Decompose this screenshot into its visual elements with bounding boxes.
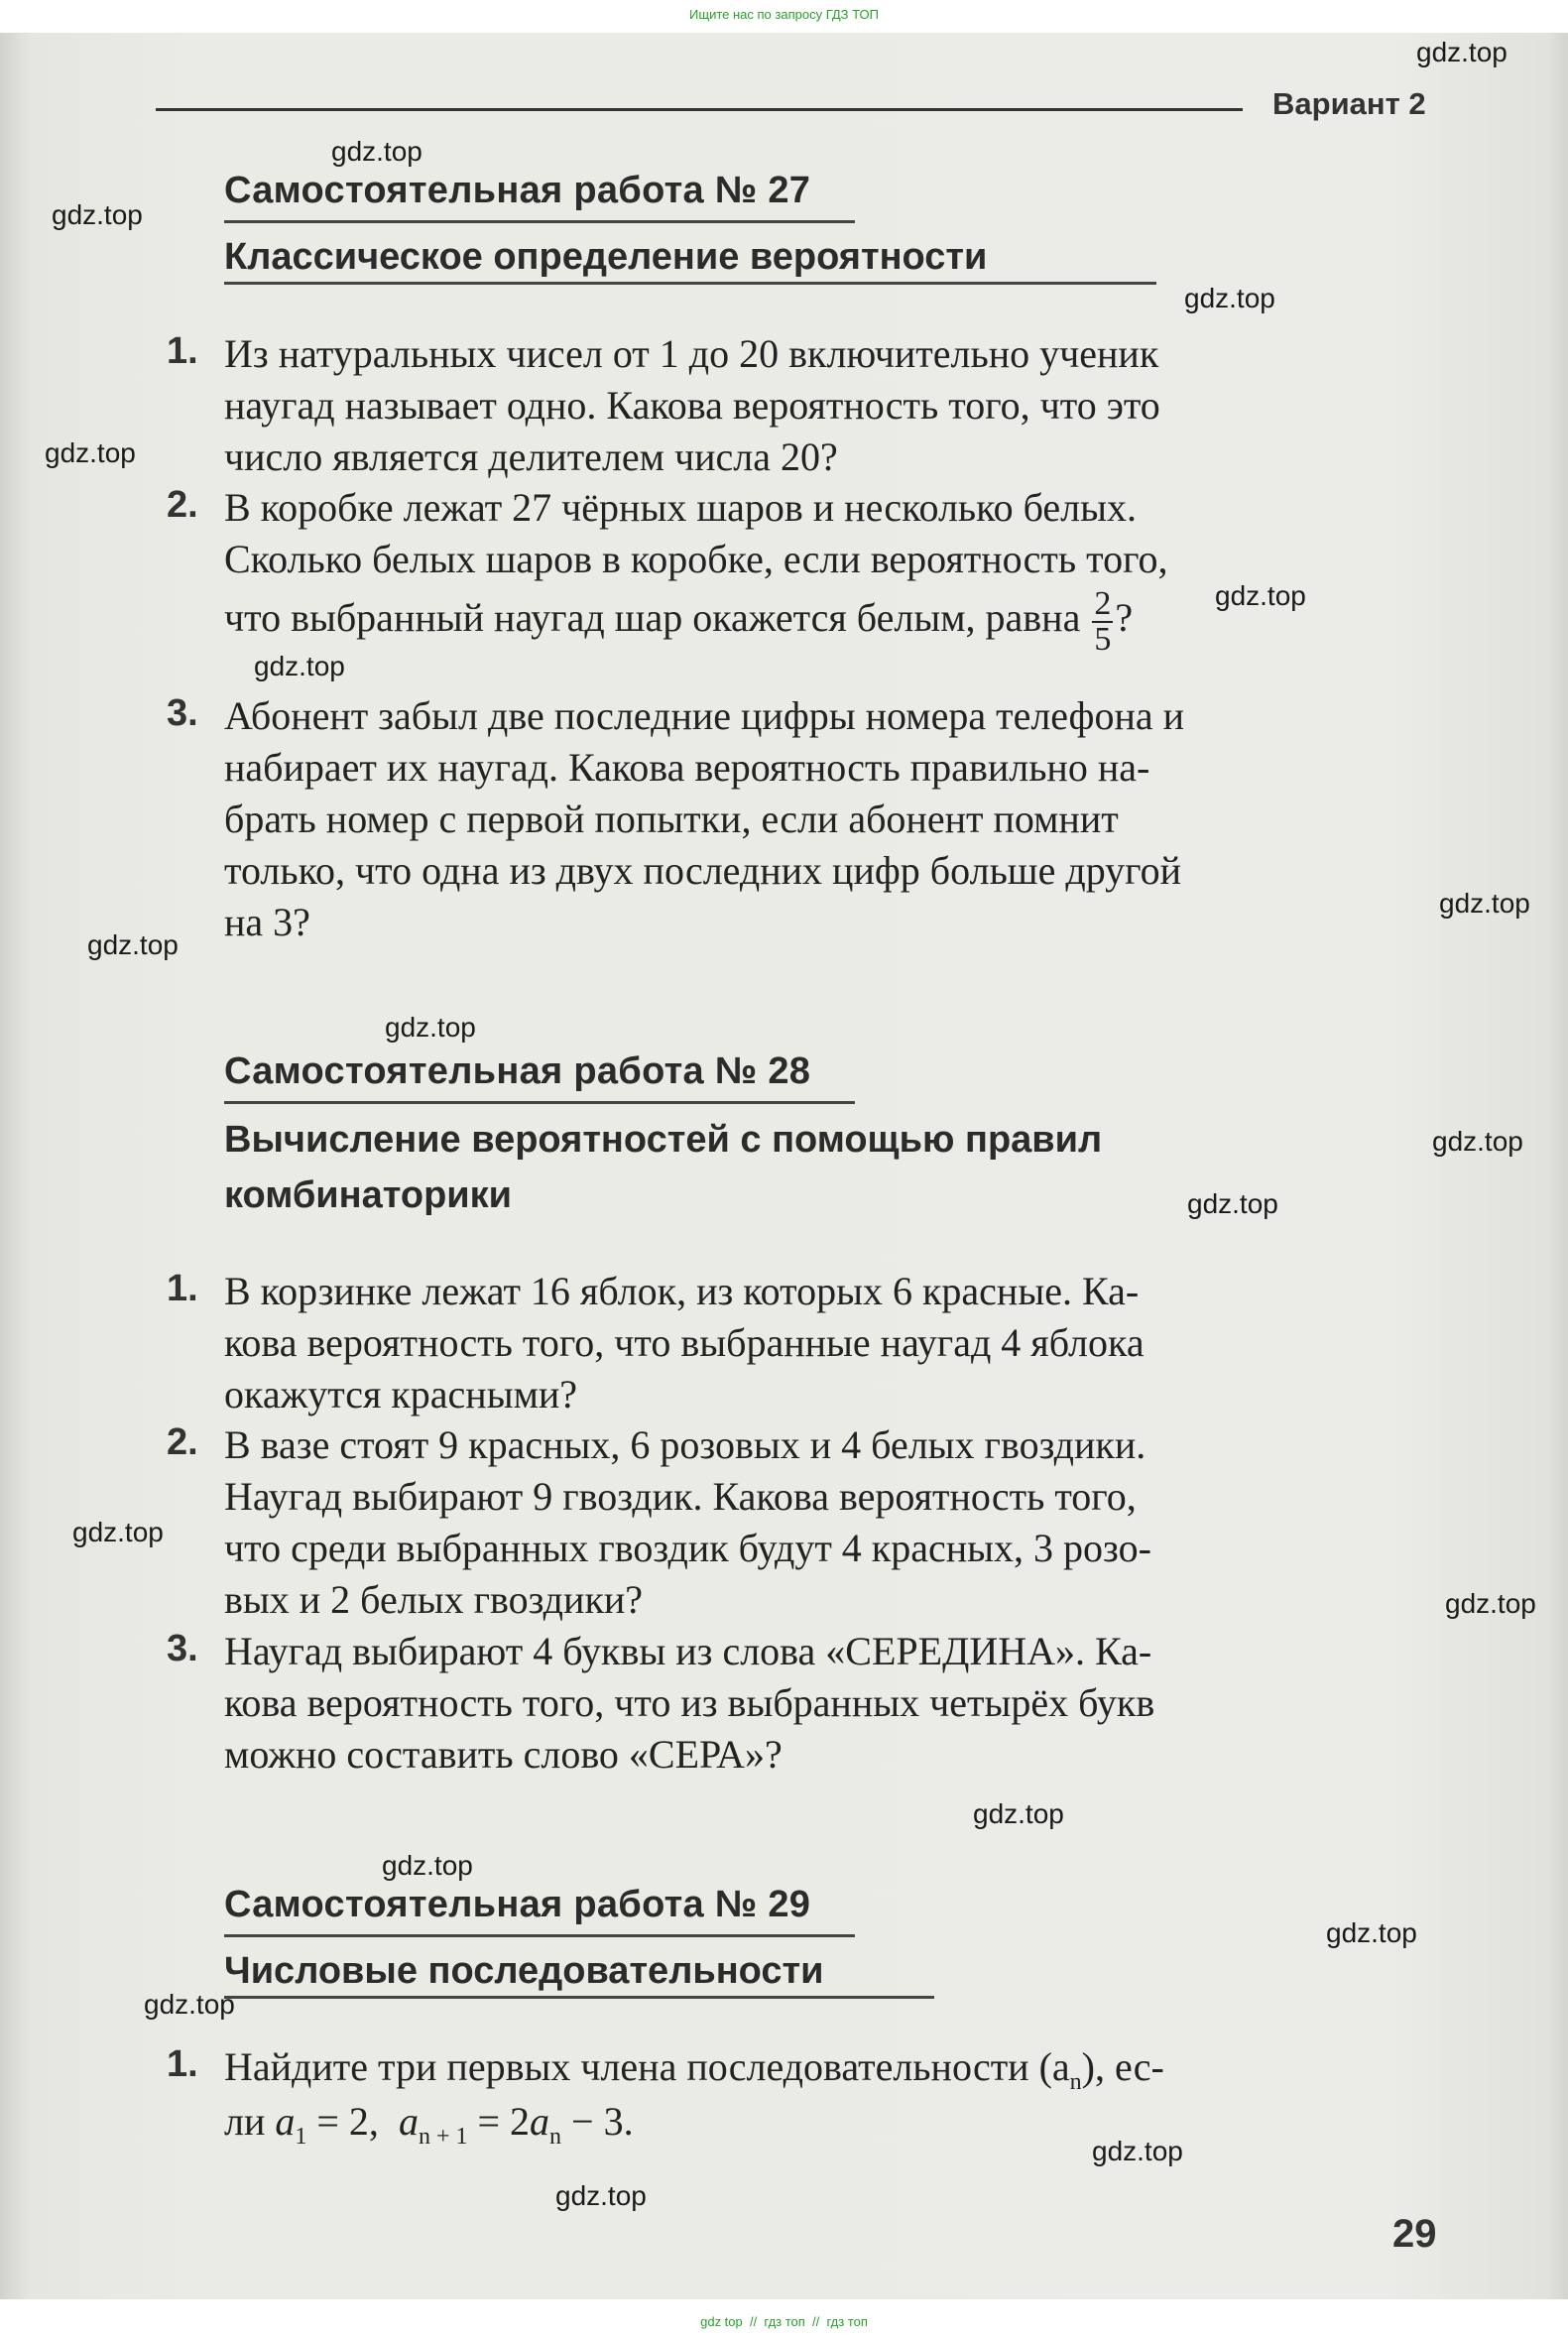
formula-text: − 3. [561,2099,634,2144]
watermark: gdz.top [72,1517,164,1547]
formula-text: = 2 [467,2099,531,2144]
watermark: gdz.top [1432,1126,1523,1157]
task-line: Наугад выбирают 9 гвоздик. Какова вероятность того, [224,1474,1137,1519]
task-line: набирает их наугад. Какова вероятность правильно на- [224,745,1150,790]
task-number: 3. [167,692,198,734]
watermark: gdz.top [1439,888,1530,919]
task-number: 1. [167,1268,198,1309]
watermark: gdz.top [87,929,179,960]
section-27-title: Самостоятельная работа № 27 [224,170,811,211]
task-line: можно составить слово «СЕРА»? [224,1732,783,1777]
watermark: gdz.top [1092,2136,1183,2166]
watermark: gdz.top [1416,37,1508,67]
task-line: Сколько белых шаров в коробке, если вероятность того, [224,537,1168,581]
task-line: число является делителем числа 20? [224,434,838,479]
section-29-title: Самостоятельная работа № 29 [224,1884,811,1925]
watermark: gdz.top [555,2180,647,2211]
fraction [1092,587,1113,657]
section-28-title: Самостоятельная работа № 28 [224,1050,811,1092]
variant-label: Вариант 2 [1272,86,1426,121]
subscript: 1 [295,2124,307,2150]
section-27-subtitle-rule [224,282,1156,285]
formula-var: a [530,2099,550,2144]
watermark: gdz.top [1326,1917,1417,1948]
formula-text: ли [224,2099,276,2144]
task-line: только, что одна из двух последних цифр больше другой [224,848,1181,893]
task-line-text: Найдите три первых члена последовательности (a [224,2044,1070,2089]
task-number: 1. [167,330,198,372]
watermark: gdz.top [1215,580,1306,611]
task-line: В коробке лежат 27 чёрных шаров и несколько белых. [224,485,1137,530]
task-line-text: ), ес- [1081,2044,1164,2089]
task-number: 1. [167,2043,198,2085]
section-28-subtitle-line2: комбинаторики [224,1174,513,1216]
task-line: кова вероятность того, что выбранные наугад 4 яблока [224,1320,1145,1365]
task-line: наугад называет одно. Какова вероятность того, что это [224,383,1160,428]
formula-text: = 2, [306,2099,399,2144]
bottom-banner[interactable]: gdz top // гдз топ // гдз топ [700,2314,868,2329]
task-number: 2. [167,484,198,526]
formula-var: a [398,2099,419,2144]
subscript: n [549,2124,562,2150]
task-line: кова вероятность того, что из выбранных четырёх букв [224,1680,1155,1725]
task-line: окажутся красными? [224,1372,578,1416]
task-line: что выбранный наугад шар окажется белым, равна [224,595,1081,641]
watermark: gdz.top [382,1850,473,1881]
watermark: gdz.top [144,1989,235,2020]
page-number: 29 [1392,2212,1437,2256]
task-number: 3. [167,1628,198,1669]
section-29-subtitle-rule [224,1996,934,1999]
top-banner[interactable]: Ищите нас по запросу ГДЗ ТОП [689,7,879,22]
fraction-denominator: 5 [1094,621,1112,658]
task-line: В вазе стоят 9 красных, 6 розовых и 4 белых гвоздики. [224,1422,1146,1467]
section-28-title-rule [224,1101,855,1104]
subscript: n [1069,2069,1082,2095]
section-28-subtitle-line1: Вычисление вероятностей с помощью правил [224,1119,1103,1161]
section-27-title-rule [224,220,855,223]
textbook-page [0,33,1568,2299]
task-line: Наугад выбирают 4 буквы из слова «СЕРЕДИНА». Ка- [224,1629,1152,1673]
watermark: gdz.top [1445,1588,1536,1619]
formula-var: a [275,2099,296,2144]
task-line: что среди выбранных гвоздик будут 4 красных, 3 розо- [224,1526,1151,1570]
question-mark: ? [1115,595,1134,641]
task-line: В корзинке лежат 16 яблок, из которых 6 красные. Ка- [224,1269,1140,1313]
section-29-subtitle: Числовые последовательности [224,1950,824,1992]
watermark: gdz.top [52,199,143,230]
subscript: n + 1 [418,2124,468,2150]
watermark: gdz.top [254,651,345,681]
watermark: gdz.top [385,1012,476,1043]
task-line: Абонент забыл две последние цифры номера телефона и [224,693,1185,738]
fraction-numerator: 2 [1094,585,1112,622]
task-number: 2. [167,1421,198,1463]
watermark: gdz.top [1184,283,1275,313]
task-line [224,2043,1164,2096]
watermark: gdz.top [45,437,136,468]
section-27-subtitle: Классическое определение вероятности [224,236,988,278]
section-29-title-rule [224,1934,855,1937]
task-line: вых и 2 белых гвоздики? [224,1577,644,1622]
watermark: gdz.top [1187,1188,1278,1219]
task-line-formula [224,2098,634,2151]
task-line: брать номер с первой попытки, если абонент помнит [224,797,1119,841]
task-line: Из натуральных чисел от 1 до 20 включительно ученик [224,331,1159,376]
watermark: gdz.top [973,1798,1064,1829]
header-rule [156,108,1243,111]
watermark: gdz.top [331,136,422,167]
task-line: на 3? [224,900,310,944]
task-line-with-fraction [224,587,1133,657]
